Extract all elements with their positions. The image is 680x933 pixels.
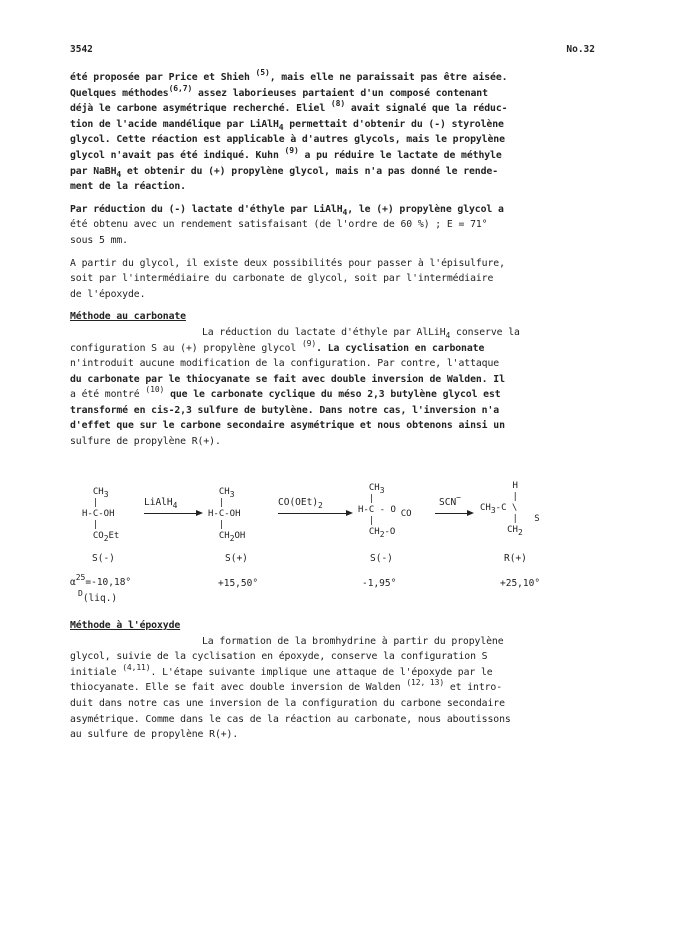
paragraph-glycol: A partir du glycol, il existe deux possibilités pour passer à l'épisulfure, soit par l'intermédiaire du carbonate de glycol, soit par l'intermédiaire de l'époxyde. (70, 257, 505, 300)
config-propylene-carbonate: S(-) (370, 553, 393, 564)
heading-carbonate-method: Méthode au carbonate (70, 311, 186, 323)
lower-text-block (70, 618, 600, 750)
rotation-propylene-carbonate: -1,95° (362, 578, 397, 589)
paragraph-carbonate: La réduction du lactate d'éthyle par AlLiH$_4$ conserve la configuration S au (+) propylène glycol $^{(9)}$. La cyclisation en carbonate n'introduit aucune modification de la configuration. Par contre, l'attaque du carbonate par le thiocyanate se fait avec double inversion de Walden. Il a été montré $^{(10)}$ que le carbonate cyclique du méso 2,3 butylène glycol est transformé en cis-2,3 sulfure de butylène. Dans notre cas, l'inversion n'a d'effet que sur le carbone secondaire asymétrique et nous obtenons ainsi un sulfure de propylène R(+). (70, 326, 520, 448)
molecule-propylene-glycol: $CH_3$ | H-C-OH | $CH_2OH$ (208, 487, 246, 543)
config-propylene-glycol: S(+) (225, 553, 248, 564)
config-propylene-sulfide: R(+) (504, 553, 527, 564)
rotation-propylene-glycol: +15,50° (218, 578, 259, 589)
molecule-ethyl-lactate: $CH_3$ | H-C-OH | $CO_2Et$ (82, 487, 120, 543)
upper-text-block (70, 70, 600, 457)
paragraph-reduction: Par réduction du (-) lactate d'éthyle par LiAlH$_4$, le (+) propylène glycol a été obtenu avec un rendement satisfaisant (de l'ordre de 60 %) ; E = 71° sous 5 mm. (70, 203, 504, 246)
optical-rotation-label: $\alpha^{25}=-10,18^\circ$ (70, 573, 132, 588)
rotation-propylene-sulfide: +25,10° (500, 578, 541, 589)
journal-issue: No.32 (566, 44, 595, 55)
paragraph-epoxide: La formation de la bromhydrine à partir du propylène glycol, suivie de la cyclisation en époxyde, conserve la configuration S initiale $^{(4,11)}$. L'étape suivante implique une attaque de l'époxyde par le thiocyanate. Elle se fait avec double inversion de Walden $^{(12, 13)}$ et intro- duit dans notre cas une inversion de la configuration du carbone secondaire asymétrique. Comme dans le cas de la réaction au carbonate, nous aboutissons au sulfure de propylène R(+). (70, 635, 511, 741)
page-number: 3542 (70, 44, 93, 55)
reaction-scheme: $CH_3$ | H-C-OH | $CO_2Et$ LiAlH$_4$ $CH_3$ | H-C-OH | $CH_2OH$ $CO(OEt)_2$ $CH_3$ | H-C - O CO | $CH_2-O$ SCN− H | $CH_3-C$ \ | S $CH_2$ S(-) S(+) S(-) R(+) $\alpha^{25}=-10,18^\circ$ $^D$(liq.) +15,50° -1,95° +25,10° (70, 481, 541, 604)
paragraph-intro: été proposée par Price et Shieh $^{(5)}$, mais elle ne paraissait pas être aisée. Quelques méthodes$^{(6,7)}$ assez laborieuses partaient d'un composé contenant déjà le carbone asymétrique recherché. Eliel $^{(8)}$ avait signalé que la réduc- tion de l'acide mandélique par LiAlH$_4$ permettait d'obtenir du (-) styrolène glycol. Cette réaction est applicable à d'autres glycols, mais le propylène glycol n'avait pas été indiqué. Kuhn $^{(9)}$ a pu réduire le lactate de méthyle par NaBH$_4$ et obtenir du (+) propylène glycol, mais n'a pas donné le rende- ment de la réaction. (70, 68, 508, 193)
optical-rotation-conditions: $^D$(liq.) (78, 589, 118, 604)
molecule-propylene-carbonate: $CH_3$ | H-C - O CO | $CH_2-O$ (358, 483, 412, 539)
molecule-propylene-sulfide: H | $CH_3-C$ \ | S $CH_2$ (480, 481, 540, 537)
heading-epoxide-method: Méthode à l'époxyde (70, 620, 181, 631)
config-ethyl-lactate: S(-) (92, 553, 115, 564)
